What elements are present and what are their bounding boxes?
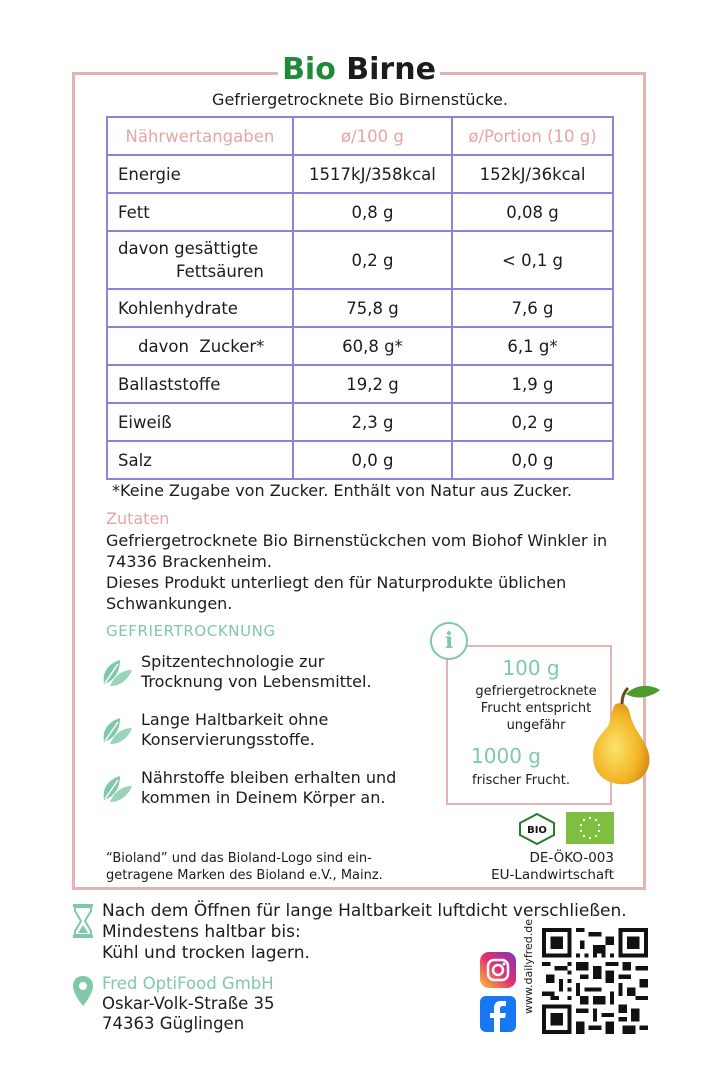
row-per100: 0,0 g xyxy=(293,441,452,479)
row-per100: 19,2 g xyxy=(293,365,452,403)
svg-text:BIO: BIO xyxy=(527,825,547,836)
leaf-icon xyxy=(100,656,134,688)
website-url[interactable]: www.dailyfred.de xyxy=(522,919,535,1014)
freeze-drying-heading: GEFRIERTROCKNUNG xyxy=(106,622,276,640)
amount-dried: 100 g xyxy=(502,656,560,680)
leaf-icon xyxy=(100,714,134,746)
table-row xyxy=(107,155,613,193)
product-subtitle: Gefriergetrocknete Bio Birnenstücke. xyxy=(212,90,508,109)
row-per100: 1517kJ/358kcal xyxy=(293,155,452,193)
table-row xyxy=(107,327,613,365)
row-portion: 0,0 g xyxy=(452,441,613,479)
instagram-glyph-icon xyxy=(480,952,516,988)
row-per100: 0,8 g xyxy=(293,193,452,231)
hourglass-icon xyxy=(72,903,94,939)
table-row xyxy=(107,441,613,479)
row-portion: 152kJ/36kcal xyxy=(452,155,613,193)
row-label: Salz xyxy=(107,441,293,479)
product-title: Bio Birne xyxy=(278,50,440,90)
info-text-1: gefriergetrocknete Frucht entspricht ungefähr xyxy=(475,684,597,733)
header-per-100g: ø/100 g xyxy=(293,117,452,155)
row-label: Kohlenhydrate xyxy=(107,289,293,327)
row-label: davon gesättigte Fettsäuren xyxy=(107,231,293,289)
storage-instructions: Nach dem Öffnen für lange Haltbarkeit luftdicht verschließen. Mindestens haltbar bis: Kühl und trocken lagern. xyxy=(102,901,627,963)
row-per100: 2,3 g xyxy=(293,403,452,441)
bioland-notice: “Bioland” und das Bioland-Logo sind ein- getragene Marken des Bioland e.V., Mainz. xyxy=(106,851,383,883)
row-portion: 1,9 g xyxy=(452,365,613,403)
table-header-row xyxy=(107,117,613,155)
nutrition-table xyxy=(106,116,614,480)
header-per-portion: ø/Portion (10 g) xyxy=(452,117,613,155)
row-per100: 75,8 g xyxy=(293,289,452,327)
eu-certification: DE-ÖKO-003 EU-Landwirtschaft xyxy=(491,850,614,883)
row-label: Fett xyxy=(107,193,293,231)
header-nutrients: Nährwertangaben xyxy=(107,117,293,155)
row-per100: 0,2 g xyxy=(293,231,452,289)
row-portion: 0,2 g xyxy=(452,403,613,441)
row-portion: 0,08 g xyxy=(452,193,613,231)
facebook-icon[interactable] xyxy=(480,996,516,1032)
row-label: Eiweiß xyxy=(107,403,293,441)
ingredients-text: Gefriergetrocknete Bio Birnenstückchen vom Biohof Winkler in 74336 Brackenheim. Dieses Produkt unterliegt den für Naturprodukte üblichen Schwankungen. xyxy=(106,531,608,613)
company-city: 74363 Güglingen xyxy=(102,1014,245,1033)
info-text-2: frischer Frucht. xyxy=(472,773,570,788)
company-address xyxy=(102,974,275,1034)
eu-leaf-icon xyxy=(566,812,614,844)
leaf-icon xyxy=(100,772,134,804)
row-label: Energie xyxy=(107,155,293,193)
location-pin-icon xyxy=(72,975,94,1007)
table-row xyxy=(107,231,613,289)
row-label: davon Zucker* xyxy=(107,327,293,365)
ingredients-heading: Zutaten xyxy=(106,509,170,528)
row-portion: 6,1 g* xyxy=(452,327,613,365)
company-name: Fred OptiFood GmbH xyxy=(102,974,274,993)
company-street: Oskar-Volk-Straße 35 xyxy=(102,994,275,1013)
sugar-footnote: *Keine Zugabe von Zucker. Enthält von Natur aus Zucker. xyxy=(112,481,573,500)
row-label: Ballaststoffe xyxy=(107,365,293,403)
table-row xyxy=(107,365,613,403)
row-per100: 60,8 g* xyxy=(293,327,452,365)
table-row xyxy=(107,289,613,327)
eu-organic-logo xyxy=(566,812,614,844)
pear-icon xyxy=(588,684,662,788)
qr-code-icon[interactable] xyxy=(542,928,648,1034)
bio-seal-icon xyxy=(518,813,556,845)
row-portion: 7,6 g xyxy=(452,289,613,327)
table-row xyxy=(107,403,613,441)
amount-fresh: 1000 g xyxy=(471,744,541,768)
table-row xyxy=(107,193,613,231)
facebook-glyph-icon xyxy=(480,996,516,1032)
info-icon: i xyxy=(430,622,468,660)
row-portion: < 0,1 g xyxy=(452,231,613,289)
instagram-icon[interactable] xyxy=(480,952,516,988)
